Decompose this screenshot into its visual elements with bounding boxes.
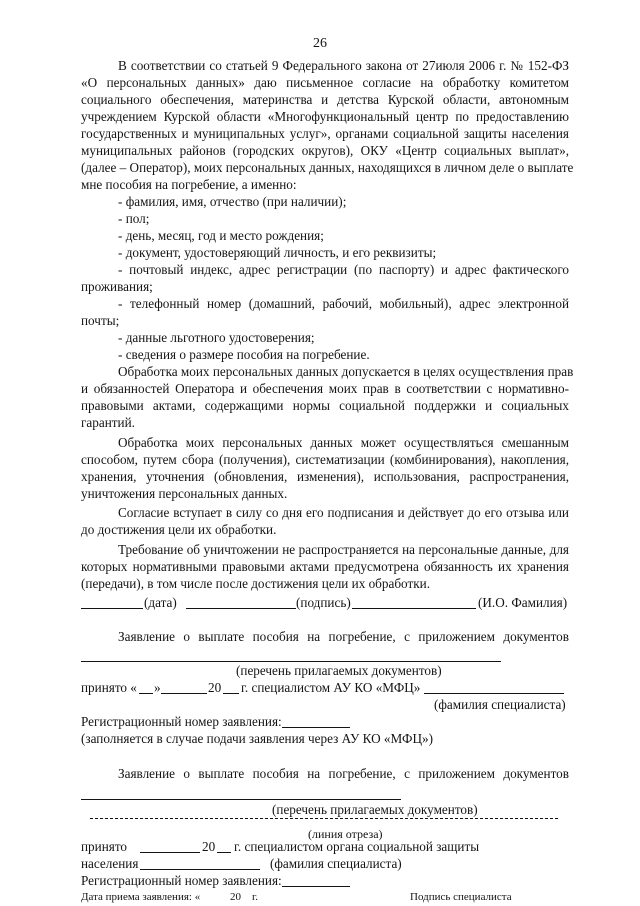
paragraph-line: Согласие вступает в силу со дня его подписания и действует до его отзыва или: [118, 505, 569, 520]
specialist-label: (фамилия специалиста): [270, 856, 402, 871]
specialist-signature-label: Подпись специалиста: [410, 891, 512, 903]
list-item: - фамилия, имя, отчество (при наличии);: [118, 194, 347, 209]
consent-line: мне пособия на погребение, а именно:: [81, 177, 297, 192]
accepted-suffix: г. специалистом органа социальной защиты: [234, 839, 480, 854]
registration-number-field[interactable]: [282, 727, 350, 728]
cut-line: [90, 818, 558, 819]
mfc-note: (заполняется в случае подачи заявления через АУ КО «МФЦ»): [81, 731, 433, 746]
name-label: (И.О. Фамилия): [478, 595, 568, 610]
consent-line: муниципальных районов (городских округов), ОКУ «Центр социальных выплат»,: [81, 143, 569, 158]
list-item: - почтовый индекс, адрес регистрации (по паспорту) и адрес фактического: [118, 262, 569, 277]
receipt-title: Заявление о выплате пособия на погребение, с приложением документов: [118, 629, 569, 644]
date-line[interactable]: [81, 608, 143, 609]
name-line[interactable]: [352, 608, 476, 609]
year-field[interactable]: [223, 693, 239, 694]
consent-line: учреждением Курской области «Многофункциональный центр по предоставлению: [81, 109, 569, 124]
paragraph-line: Обработка моих персональных данных допускается в целях осуществления прав: [118, 364, 574, 379]
registration-label: Регистрационный номер заявления:: [81, 873, 282, 888]
list-item: - данные льготного удостоверения;: [118, 330, 315, 345]
list-item: - документ, удостоверяющий личность, и его реквизиты;: [118, 245, 437, 260]
accepted-mid: »: [154, 680, 161, 695]
reception-date-label: Дата приема заявления: «: [81, 891, 201, 903]
consent-line: «О персональных данных» даю письменное согласие на обработку комитетом: [81, 75, 569, 90]
paragraph-line: которых нормативными правовыми актами предусмотрена обязанность их хранения: [81, 559, 569, 574]
accepted-suffix: г. специалистом АУ КО «МФЦ»: [241, 680, 421, 695]
paragraph-line: хранения, уточнения (обновления, изменения), использования, распространения,: [81, 469, 569, 484]
documents-label: (перечень прилагаемых документов): [272, 802, 478, 817]
consent-line: государственных и муниципальных услуг», органами социальной защиты населения: [81, 126, 569, 141]
reception-g: г.: [252, 891, 259, 903]
list-item: - день, месяц, год и место рождения;: [118, 228, 324, 243]
receipt-title: Заявление о выплате пособия на погребение, с приложением документов: [118, 766, 569, 781]
list-item: проживания;: [81, 279, 153, 294]
signature-label: (подпись): [296, 595, 351, 610]
paragraph-line: уничтожения персональных данных.: [81, 486, 288, 501]
year-field[interactable]: [217, 852, 231, 853]
page-number: 26: [313, 36, 327, 51]
reception-year: 20: [230, 891, 241, 903]
paragraph-line: способом, путем сбора (получения), систематизации (комбинирования), накопления,: [81, 452, 569, 467]
paragraph-line: гарантий.: [81, 415, 135, 430]
accepted-prefix: принято «: [81, 680, 137, 695]
paragraph-line: (передачи), в том числе после достижения цели их обработки.: [81, 576, 430, 591]
registration-label: Регистрационный номер заявления:: [81, 714, 282, 729]
signature-line[interactable]: [186, 608, 296, 609]
documents-label: (перечень прилагаемых документов): [236, 663, 442, 678]
list-item: почты;: [81, 313, 120, 328]
list-item: - пол;: [118, 211, 150, 226]
specialist-line[interactable]: [424, 693, 564, 694]
consent-line: В соответствии со статьей 9 Федерального закона от 27июля 2006 г. № 152-ФЗ: [118, 58, 569, 73]
consent-line: социального обеспечения, материнства и детства Курской области, автономным: [81, 92, 569, 107]
date-field[interactable]: [140, 852, 200, 853]
year-prefix: 20: [208, 680, 222, 695]
date-label: (дата): [144, 595, 177, 610]
paragraph-line: Обработка моих персональных данных может осуществляться смешанным: [118, 435, 569, 450]
population-label: населения: [81, 856, 139, 871]
specialist-label: (фамилия специалиста): [434, 697, 566, 712]
paragraph-line: и обязанностей Оператора и обеспечения моих прав в соответствии с нормативно-: [81, 381, 569, 396]
list-item: - сведения о размере пособия на погребение.: [118, 347, 370, 362]
paragraph-line: Требование об уничтожении не распространяется на персональные данные, для: [118, 542, 569, 557]
consent-line: (далее – Оператор), моих персональных данных, находящихся в личном деле о выплате: [81, 160, 574, 175]
paragraph-line: правовыми актами, содержащими нормы социальной поддержки и социальных: [81, 398, 569, 413]
accepted-prefix: принято: [81, 839, 128, 854]
list-item: - телефонный номер (домашний, рабочий, мобильный), адрес электронной: [118, 296, 569, 311]
month-field[interactable]: [161, 693, 207, 694]
year-prefix: 20: [202, 839, 216, 854]
day-field[interactable]: [139, 693, 153, 694]
registration-number-field[interactable]: [282, 886, 350, 887]
paragraph-line: до достижения цели их обработки.: [81, 522, 277, 537]
cut-label: (линия отреза): [308, 827, 383, 841]
documents-line[interactable]: [81, 799, 401, 800]
specialist-line[interactable]: [140, 869, 260, 870]
